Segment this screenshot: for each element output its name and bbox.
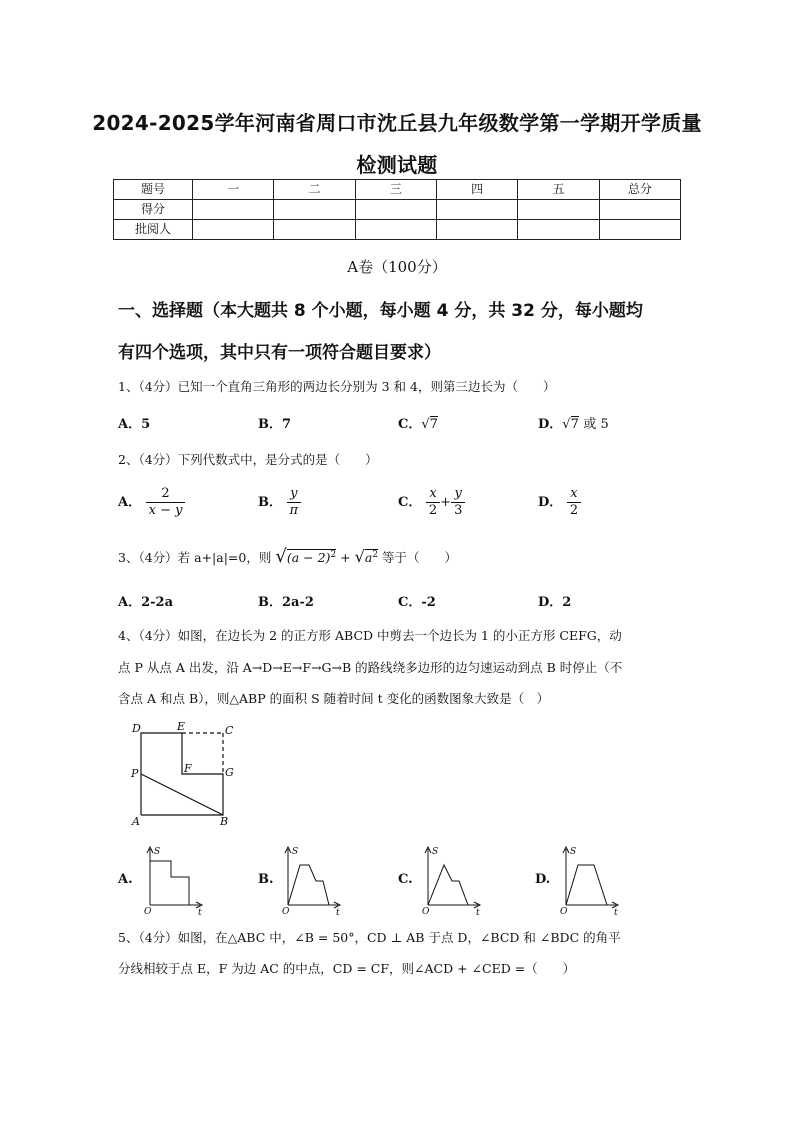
axis-t-label: t [336,908,340,917]
axis-t-label: t [198,908,202,917]
fraction-numerator: y [287,486,302,503]
table-cell: 二 [274,180,355,200]
q2-option-a [118,486,185,519]
plus-sign: + [440,495,452,510]
score-cell [436,200,517,220]
axis-s-label: S [570,847,577,857]
segment-pb [141,774,223,815]
fraction-denominator: π [289,503,299,518]
q1-option-c-radicand: 7 [429,417,438,432]
question-4-line2: 点 P 从点 A 出发，沿 A→D→E→F→G→B 的路线绕多边形的边匀速运动到点 B 时停止（不 [118,660,623,675]
grader-row [114,220,681,240]
sqrt-icon: √ [354,547,365,566]
score-cell [355,200,436,220]
q2-option-b [258,486,301,519]
table-cell: 批阅人 [114,220,193,240]
q3-text-post: 等于（ ） [381,550,457,565]
q4-square-figure [126,718,244,830]
question-2-text: 2、（4分）下列代数式中，是分式的是（ ） [118,452,378,467]
question-4-line3: 含点 A 和点 B），则△ABP 的面积 S 随着时间 t 变化的函数图象大致是（ ） [118,691,550,706]
sqrt-icon: √ [421,417,430,432]
q3-text-pre: 3、（4分）若 a+|a|=0，则 [118,550,272,565]
label-g: G [225,766,234,779]
q4-option-b-graph [278,843,348,917]
score-cell [518,200,599,220]
axis-t-label: t [614,908,618,917]
q2-option-b-label: B． [258,495,282,510]
fraction [426,486,440,519]
label-a: A [132,815,140,828]
question-3-text [118,546,457,567]
axis-s-label: S [432,847,439,857]
q2-option-c-label: C． [398,495,422,510]
fraction-denominator: x − y [148,503,183,518]
origin-label: O [560,907,568,917]
fraction-numerator: x [567,486,581,503]
graph-curve [566,865,607,905]
fraction-denominator: 2 [428,503,438,518]
q3-radicand-2: a [364,550,373,565]
label-d: D [132,722,141,735]
axis-s-label: S [292,847,299,857]
q3-radicand-1: (a − 2) [286,550,331,565]
graph-curve [288,865,329,905]
fraction-numerator: 2 [146,486,186,503]
fraction [287,486,302,519]
table-cell: 四 [436,180,517,200]
grader-cell [193,220,274,240]
q1-option-a: A．5 [118,417,151,432]
q1-option-d-label: D． [538,417,563,432]
grader-cell [274,220,355,240]
question-5-line2: 分线相较于点 E，F 为边 AC 的中点，CD = CF，则∠ACD + ∠CED =（ ） [118,961,576,976]
grader-cell [436,220,517,240]
question-5-line1: 5、（4分）如图，在△ABC 中，∠B = 50°，CD ⊥ AB 于点 D，∠BCD 和 ∠BDC 的角平 [118,930,621,945]
q3-radical-1 [287,549,336,565]
sqrt-icon: √ [275,546,287,567]
fraction-denominator: 2 [569,503,579,518]
q1-option-c-label: C． [398,417,422,432]
q3-option-c: C．-2 [398,595,436,610]
q2-option-c [398,486,465,519]
q4-option-b-label: B. [258,872,274,887]
label-e: E [177,720,186,733]
q1-option-d-tail: 或 5 [583,417,609,432]
q3-exponent-1: 2 [330,549,337,560]
part1-heading-line1: 一、选择题（本大题共 8 个小题，每小题 4 分，共 32 分，每小题均 [118,301,643,321]
score-cell [193,200,274,220]
q1-option-b: B．7 [258,417,292,432]
grader-cell [599,220,680,240]
q3-exponent-2: 2 [372,549,378,560]
q2-option-d [538,486,581,519]
exam-title-line2: 检测试题 [356,153,438,177]
table-cell: 五 [518,180,599,200]
q2-option-d-label: D． [538,495,563,510]
fraction [146,486,186,519]
exam-title-line1: 2024-2025学年河南省周口市沈丘县九年级数学第一学期开学质量 [92,111,702,135]
q4-option-c-label: C. [398,872,413,887]
q3-option-a: A．2-2a [118,595,173,610]
score-table-header-row [114,180,681,200]
q3-radical-2 [365,549,378,565]
q4-option-d-label: D. [535,872,551,887]
table-cell: 题号 [114,180,193,200]
label-c: C [225,724,234,737]
origin-label: O [144,907,152,917]
grader-cell [518,220,599,240]
table-cell: 一 [193,180,274,200]
q4-option-a-graph [140,843,210,917]
origin-label: O [282,907,290,917]
question-1-text: 1、（4分）已知一个直角三角形的两边长分别为 3 和 4，则第三边长为（ ） [118,379,556,394]
fraction [451,486,465,519]
score-cell [274,200,355,220]
label-p: P [131,767,139,780]
axis-t-label: t [476,908,480,917]
question-4-line1: 4、（4分）如图，在边长为 2 的正方形 ABCD 中剪去一个边长为 1 的小正方形 CEFG，动 [118,628,622,643]
graph-curve [428,865,468,905]
table-cell: 三 [355,180,436,200]
q3-option-d: D．2 [538,595,572,610]
q2-option-a-label: A． [118,495,142,510]
grader-cell [355,220,436,240]
sqrt-icon: √ [562,417,571,432]
table-cell: 总分 [599,180,680,200]
q4-option-d-graph [556,843,626,917]
label-f: F [184,762,192,775]
section-a-heading: A卷（100分） [347,258,447,276]
q3-option-b: B．2a-2 [258,595,314,610]
label-b: B [220,815,229,828]
graph-curve [150,861,189,905]
score-table [113,179,681,240]
table-cell: 得分 [114,200,193,220]
score-row [114,200,681,220]
polygon-outline [141,733,223,815]
part1-heading-line2: 有四个选项，其中只有一项符合题目要求） [118,343,441,363]
origin-label: O [422,907,430,917]
q1-option-d-radicand: 7 [570,417,579,432]
q1-option-d [538,413,609,432]
fraction [567,486,581,519]
q4-option-a-label: A. [118,872,133,887]
fraction-numerator: y [451,486,465,503]
q4-option-c-graph [418,843,488,917]
score-cell [599,200,680,220]
q1-option-c [398,413,438,432]
fraction-denominator: 3 [454,503,463,518]
axis-s-label: S [154,847,161,857]
fraction-numerator: x [426,486,440,503]
plus-sign: + [340,550,351,565]
